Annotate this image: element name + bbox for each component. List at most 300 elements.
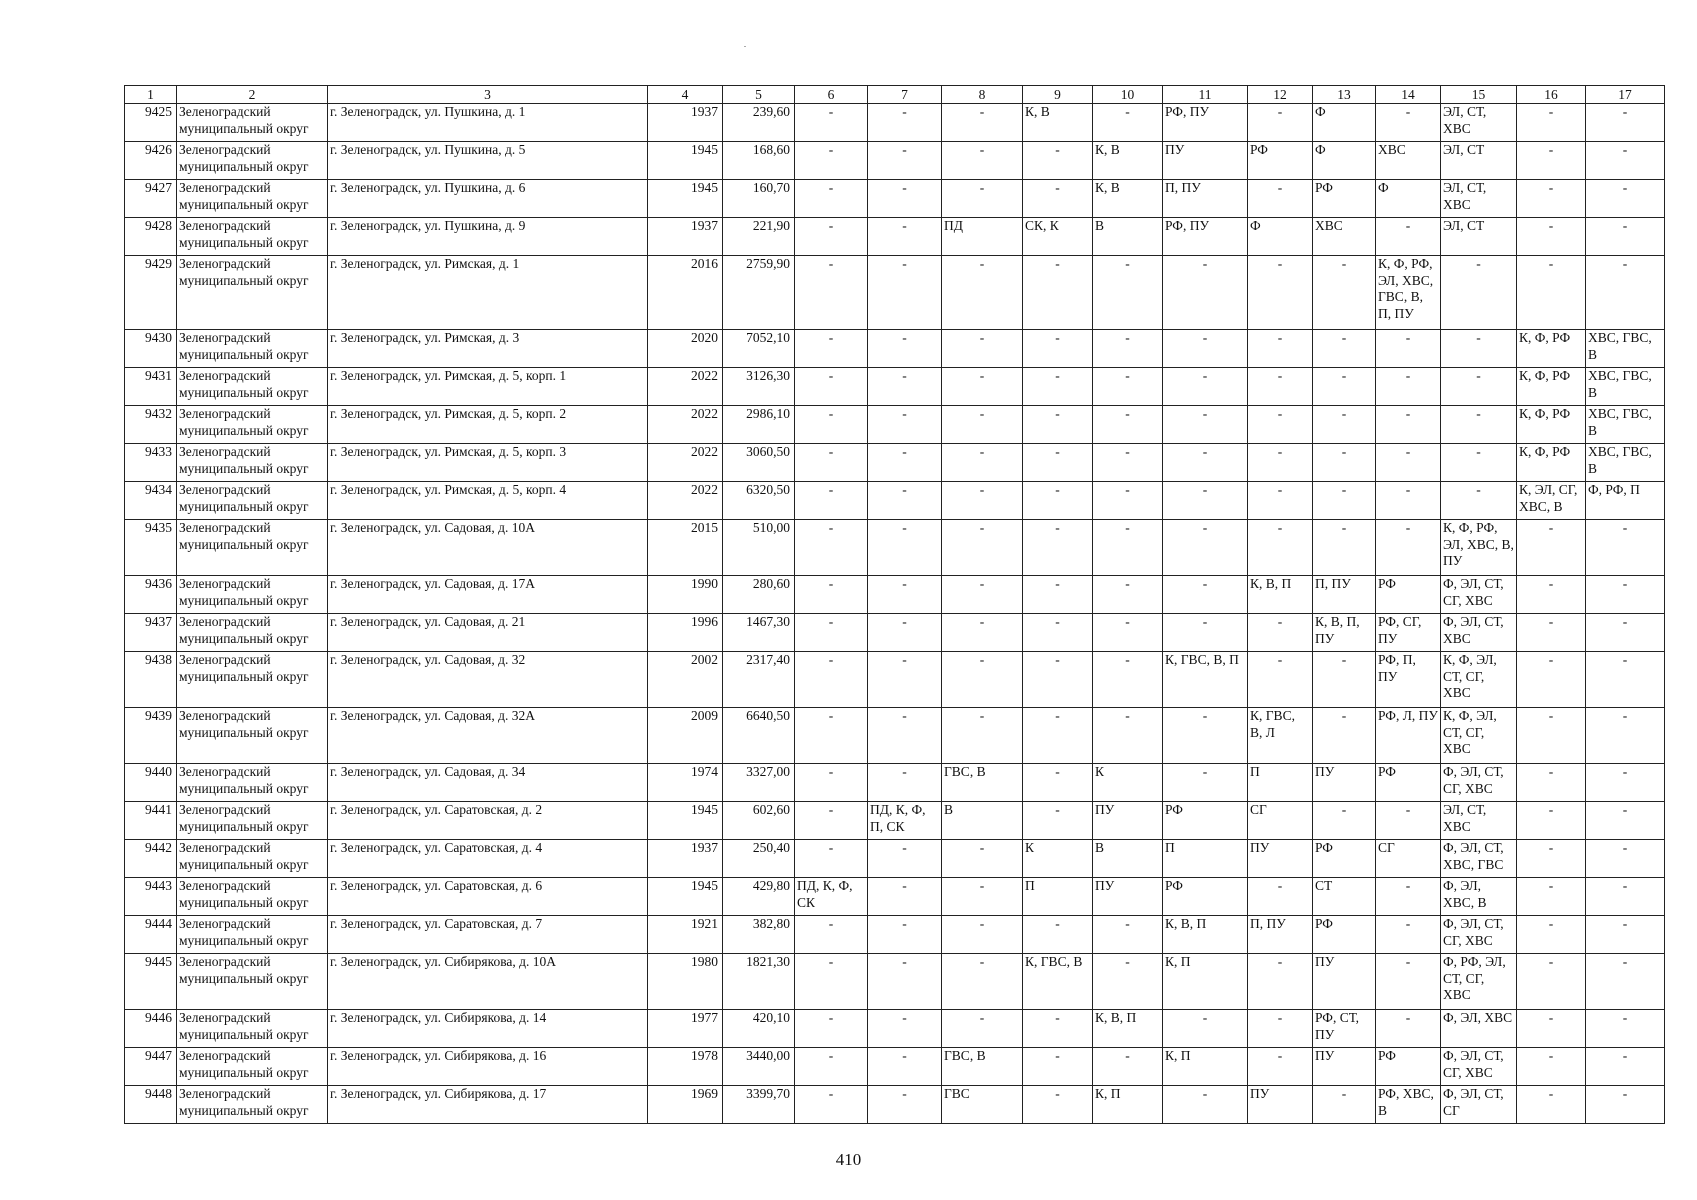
cell-col-17: - (1586, 218, 1665, 256)
cell-col-6: - (795, 764, 868, 802)
cell-col-13: К, В, П, ПУ (1313, 614, 1376, 652)
table-row (125, 482, 1665, 520)
cell-col-16: - (1517, 708, 1586, 764)
cell-col-7: - (868, 1048, 942, 1086)
cell-col-9: - (1023, 406, 1093, 444)
cell-col-6: - (795, 482, 868, 520)
cell-col-7: - (868, 406, 942, 444)
cell-col-13: РФ, СТ, ПУ (1313, 1010, 1376, 1048)
cell-col-13: Ф (1313, 104, 1376, 142)
cell-col-13: - (1313, 482, 1376, 520)
cell-col-9: - (1023, 142, 1093, 180)
cell-col-17: ХВС, ГВС, В (1586, 444, 1665, 482)
cell-col-6: - (795, 802, 868, 840)
cell-col-16: К, Ф, РФ (1517, 330, 1586, 368)
cell-col-12: К, В, П (1248, 576, 1313, 614)
cell-col-12: - (1248, 256, 1313, 330)
cell-col-9: - (1023, 614, 1093, 652)
cell-col-17: - (1586, 180, 1665, 218)
cell-row-id: 9447 (125, 1048, 177, 1086)
scan-artifact (744, 46, 746, 47)
cell-col-15: Ф, ЭЛ, СТ, СГ, ХВС (1441, 764, 1517, 802)
cell-col-9: СК, К (1023, 218, 1093, 256)
cell-col-12: - (1248, 954, 1313, 1010)
cell-year-built: 2022 (648, 482, 723, 520)
cell-col-6: - (795, 104, 868, 142)
cell-municipality: Зеленоградский муниципальный округ (177, 256, 328, 330)
cell-municipality: Зеленоградский муниципальный округ (177, 180, 328, 218)
cell-year-built: 1937 (648, 104, 723, 142)
page-number: 410 (835, 1150, 862, 1169)
cell-col-9: - (1023, 444, 1093, 482)
cell-col-15: Ф, ЭЛ, СТ, ХВС, ГВС (1441, 840, 1517, 878)
cell-address: г. Зеленоградск, ул. Садовая, д. 34 (328, 764, 648, 802)
cell-col-7: - (868, 444, 942, 482)
table-row (125, 218, 1665, 256)
cell-col-10: - (1093, 708, 1163, 764)
cell-col-11: - (1163, 1010, 1248, 1048)
cell-row-id: 9446 (125, 1010, 177, 1048)
cell-col-17: - (1586, 142, 1665, 180)
table-row (125, 916, 1665, 954)
cell-col-12: ПУ (1248, 1086, 1313, 1124)
cell-col-8: - (942, 520, 1023, 576)
cell-col-9: - (1023, 1086, 1093, 1124)
cell-col-14: - (1376, 104, 1441, 142)
cell-municipality: Зеленоградский муниципальный округ (177, 652, 328, 708)
cell-area: 6640,50 (723, 708, 795, 764)
cell-col-17: - (1586, 104, 1665, 142)
cell-col-9: К, ГВС, В (1023, 954, 1093, 1010)
cell-col-14: РФ (1376, 576, 1441, 614)
cell-col-14: ХВС (1376, 142, 1441, 180)
cell-area: 6320,50 (723, 482, 795, 520)
cell-col-9: - (1023, 916, 1093, 954)
cell-municipality: Зеленоградский муниципальный округ (177, 802, 328, 840)
cell-col-10: - (1093, 444, 1163, 482)
cell-col-15: Ф, ЭЛ, СТ, СГ, ХВС (1441, 916, 1517, 954)
cell-municipality: Зеленоградский муниципальный округ (177, 708, 328, 764)
table-row (125, 444, 1665, 482)
cell-col-10: - (1093, 330, 1163, 368)
cell-col-6: - (795, 1086, 868, 1124)
cell-col-14: - (1376, 482, 1441, 520)
column-header: 13 (1313, 86, 1376, 104)
cell-area: 3399,70 (723, 1086, 795, 1124)
cell-col-11: РФ (1163, 802, 1248, 840)
cell-col-14: - (1376, 520, 1441, 576)
cell-col-13: - (1313, 330, 1376, 368)
cell-col-11: ПУ (1163, 142, 1248, 180)
cell-col-16: - (1517, 1086, 1586, 1124)
cell-col-10: - (1093, 256, 1163, 330)
cell-municipality: Зеленоградский муниципальный округ (177, 368, 328, 406)
cell-col-6: - (795, 368, 868, 406)
cell-col-11: К, П (1163, 954, 1248, 1010)
cell-col-6: - (795, 142, 868, 180)
cell-col-7: - (868, 1010, 942, 1048)
cell-col-8: - (942, 708, 1023, 764)
cell-col-11: К, П (1163, 1048, 1248, 1086)
cell-row-id: 9431 (125, 368, 177, 406)
table-row (125, 764, 1665, 802)
cell-col-15: Ф, ЭЛ, СТ, СГ, ХВС (1441, 1048, 1517, 1086)
column-header: 16 (1517, 86, 1586, 104)
cell-col-16: - (1517, 142, 1586, 180)
cell-col-11: РФ, ПУ (1163, 218, 1248, 256)
cell-year-built: 1937 (648, 840, 723, 878)
cell-col-10: К, В (1093, 180, 1163, 218)
cell-col-14: - (1376, 916, 1441, 954)
cell-col-12: - (1248, 614, 1313, 652)
cell-col-7: - (868, 840, 942, 878)
cell-col-6: - (795, 330, 868, 368)
cell-col-8: - (942, 330, 1023, 368)
cell-row-id: 9434 (125, 482, 177, 520)
cell-col-6: - (795, 180, 868, 218)
column-header: 7 (868, 86, 942, 104)
cell-col-11: П, ПУ (1163, 180, 1248, 218)
cell-col-8: - (942, 444, 1023, 482)
cell-row-id: 9441 (125, 802, 177, 840)
cell-col-11: - (1163, 256, 1248, 330)
cell-area: 382,80 (723, 916, 795, 954)
cell-year-built: 1977 (648, 1010, 723, 1048)
column-header: 6 (795, 86, 868, 104)
cell-col-9: - (1023, 1010, 1093, 1048)
table-row (125, 1086, 1665, 1124)
cell-municipality: Зеленоградский муниципальный округ (177, 406, 328, 444)
cell-col-13: ПУ (1313, 764, 1376, 802)
cell-year-built: 1978 (648, 1048, 723, 1086)
cell-col-13: ПУ (1313, 954, 1376, 1010)
cell-area: 420,10 (723, 1010, 795, 1048)
cell-col-8: - (942, 954, 1023, 1010)
cell-col-7: - (868, 142, 942, 180)
cell-col-12: - (1248, 520, 1313, 576)
cell-year-built: 2022 (648, 406, 723, 444)
cell-col-15: К, Ф, РФ, ЭЛ, ХВС, В, ПУ (1441, 520, 1517, 576)
column-header: 3 (328, 86, 648, 104)
cell-col-14: - (1376, 406, 1441, 444)
cell-col-14: РФ, Л, ПУ (1376, 708, 1441, 764)
cell-row-id: 9427 (125, 180, 177, 218)
cell-col-9: - (1023, 1048, 1093, 1086)
cell-address: г. Зеленоградск, ул. Саратовская, д. 2 (328, 802, 648, 840)
cell-municipality: Зеленоградский муниципальный округ (177, 142, 328, 180)
cell-area: 168,60 (723, 142, 795, 180)
cell-col-13: РФ (1313, 916, 1376, 954)
cell-col-17: - (1586, 954, 1665, 1010)
cell-municipality: Зеленоградский муниципальный округ (177, 1010, 328, 1048)
cell-col-12: - (1248, 444, 1313, 482)
cell-col-14: - (1376, 218, 1441, 256)
cell-col-14: - (1376, 368, 1441, 406)
cell-col-17: - (1586, 802, 1665, 840)
cell-municipality: Зеленоградский муниципальный округ (177, 614, 328, 652)
cell-col-7: ПД, К, Ф, П, СК (868, 802, 942, 840)
cell-col-8: - (942, 916, 1023, 954)
cell-col-10: - (1093, 520, 1163, 576)
cell-col-13: РФ (1313, 180, 1376, 218)
cell-col-11: К, ГВС, В, П (1163, 652, 1248, 708)
cell-col-15: - (1441, 368, 1517, 406)
cell-col-12: - (1248, 878, 1313, 916)
cell-col-17: - (1586, 878, 1665, 916)
cell-col-17: ХВС, ГВС, В (1586, 406, 1665, 444)
cell-col-14: РФ, СГ, ПУ (1376, 614, 1441, 652)
cell-year-built: 1945 (648, 802, 723, 840)
cell-row-id: 9430 (125, 330, 177, 368)
cell-col-8: ПД (942, 218, 1023, 256)
cell-col-16: - (1517, 1010, 1586, 1048)
cell-col-14: Ф (1376, 180, 1441, 218)
cell-col-10: - (1093, 954, 1163, 1010)
cell-col-6: - (795, 520, 868, 576)
cell-col-16: К, Ф, РФ (1517, 406, 1586, 444)
cell-col-10: К, В (1093, 142, 1163, 180)
column-header: 5 (723, 86, 795, 104)
table-row (125, 406, 1665, 444)
cell-col-14: К, Ф, РФ, ЭЛ, ХВС, ГВС, В, П, ПУ (1376, 256, 1441, 330)
cell-col-10: К (1093, 764, 1163, 802)
cell-address: г. Зеленоградск, ул. Пушкина, д. 6 (328, 180, 648, 218)
cell-year-built: 1969 (648, 1086, 723, 1124)
cell-col-10: - (1093, 576, 1163, 614)
cell-col-10: К, В, П (1093, 1010, 1163, 1048)
cell-col-8: - (942, 180, 1023, 218)
cell-row-id: 9437 (125, 614, 177, 652)
cell-col-6: - (795, 652, 868, 708)
cell-municipality: Зеленоградский муниципальный округ (177, 104, 328, 142)
cell-col-12: ПУ (1248, 840, 1313, 878)
column-number-header-row (125, 86, 1665, 104)
cell-area: 221,90 (723, 218, 795, 256)
cell-col-16: - (1517, 576, 1586, 614)
cell-col-11: РФ, ПУ (1163, 104, 1248, 142)
cell-col-9: - (1023, 482, 1093, 520)
cell-col-14: - (1376, 330, 1441, 368)
cell-municipality: Зеленоградский муниципальный округ (177, 840, 328, 878)
table-row (125, 142, 1665, 180)
cell-municipality: Зеленоградский муниципальный округ (177, 218, 328, 256)
cell-year-built: 1945 (648, 180, 723, 218)
cell-year-built: 2016 (648, 256, 723, 330)
cell-col-15: Ф, ЭЛ, СТ, СГ (1441, 1086, 1517, 1124)
cell-col-8: - (942, 1010, 1023, 1048)
cell-col-9: - (1023, 652, 1093, 708)
cell-col-16: - (1517, 764, 1586, 802)
cell-address: г. Зеленоградск, ул. Садовая, д. 17А (328, 576, 648, 614)
cell-col-14: - (1376, 954, 1441, 1010)
cell-municipality: Зеленоградский муниципальный округ (177, 954, 328, 1010)
cell-col-17: - (1586, 1048, 1665, 1086)
cell-col-17: - (1586, 256, 1665, 330)
cell-col-10: К, П (1093, 1086, 1163, 1124)
cell-year-built: 2022 (648, 368, 723, 406)
cell-municipality: Зеленоградский муниципальный округ (177, 444, 328, 482)
cell-address: г. Зеленоградск, ул. Сибирякова, д. 17 (328, 1086, 648, 1124)
cell-address: г. Зеленоградск, ул. Садовая, д. 10А (328, 520, 648, 576)
cell-address: г. Зеленоградск, ул. Сибирякова, д. 16 (328, 1048, 648, 1086)
cell-col-15: Ф, РФ, ЭЛ, СТ, СГ, ХВС (1441, 954, 1517, 1010)
cell-col-9: - (1023, 180, 1093, 218)
cell-col-10: - (1093, 614, 1163, 652)
cell-municipality: Зеленоградский муниципальный округ (177, 482, 328, 520)
cell-col-16: - (1517, 520, 1586, 576)
cell-col-15: К, Ф, ЭЛ, СТ, СГ, ХВС (1441, 652, 1517, 708)
cell-col-11: - (1163, 444, 1248, 482)
cell-col-7: - (868, 104, 942, 142)
cell-col-17: - (1586, 576, 1665, 614)
cell-col-17: ХВС, ГВС, В (1586, 368, 1665, 406)
cell-row-id: 9436 (125, 576, 177, 614)
table-row (125, 878, 1665, 916)
cell-col-7: - (868, 764, 942, 802)
cell-col-14: - (1376, 1010, 1441, 1048)
cell-col-11: - (1163, 1086, 1248, 1124)
cell-col-11: - (1163, 708, 1248, 764)
cell-col-13: ХВС (1313, 218, 1376, 256)
cell-col-16: К, ЭЛ, СГ, ХВС, В (1517, 482, 1586, 520)
cell-col-13: РФ (1313, 840, 1376, 878)
cell-col-12: СГ (1248, 802, 1313, 840)
cell-col-12: - (1248, 482, 1313, 520)
cell-col-9: - (1023, 330, 1093, 368)
cell-col-13: ПУ (1313, 1048, 1376, 1086)
cell-col-11: - (1163, 406, 1248, 444)
cell-col-10: - (1093, 916, 1163, 954)
cell-area: 602,60 (723, 802, 795, 840)
cell-row-id: 9433 (125, 444, 177, 482)
cell-col-9: - (1023, 708, 1093, 764)
cell-col-6: - (795, 1048, 868, 1086)
cell-area: 1467,30 (723, 614, 795, 652)
cell-row-id: 9442 (125, 840, 177, 878)
cell-row-id: 9439 (125, 708, 177, 764)
cell-col-15: Ф, ЭЛ, СТ, ХВС (1441, 614, 1517, 652)
table-row (125, 520, 1665, 576)
cell-col-6: - (795, 840, 868, 878)
cell-address: г. Зеленоградск, ул. Садовая, д. 32 (328, 652, 648, 708)
cell-col-6: - (795, 576, 868, 614)
cell-col-10: ПУ (1093, 802, 1163, 840)
cell-row-id: 9443 (125, 878, 177, 916)
table-row (125, 840, 1665, 878)
cell-col-16: К, Ф, РФ (1517, 444, 1586, 482)
cell-col-9: К, В (1023, 104, 1093, 142)
cell-col-11: - (1163, 614, 1248, 652)
cell-col-9: - (1023, 576, 1093, 614)
cell-address: г. Зеленоградск, ул. Садовая, д. 32А (328, 708, 648, 764)
cell-col-16: - (1517, 614, 1586, 652)
cell-municipality: Зеленоградский муниципальный округ (177, 330, 328, 368)
cell-area: 3327,00 (723, 764, 795, 802)
cell-row-id: 9440 (125, 764, 177, 802)
cell-col-16: - (1517, 840, 1586, 878)
cell-col-6: - (795, 954, 868, 1010)
cell-col-8: ГВС, В (942, 764, 1023, 802)
cell-col-16: К, Ф, РФ (1517, 368, 1586, 406)
cell-year-built: 1990 (648, 576, 723, 614)
cell-col-12: - (1248, 104, 1313, 142)
cell-col-9: - (1023, 520, 1093, 576)
cell-year-built: 2022 (648, 444, 723, 482)
cell-municipality: Зеленоградский муниципальный округ (177, 576, 328, 614)
cell-area: 239,60 (723, 104, 795, 142)
cell-col-12: - (1248, 330, 1313, 368)
cell-col-8: - (942, 368, 1023, 406)
cell-col-10: - (1093, 1048, 1163, 1086)
cell-col-12: П, ПУ (1248, 916, 1313, 954)
cell-col-10: - (1093, 368, 1163, 406)
cell-col-17: - (1586, 652, 1665, 708)
cell-col-10: - (1093, 482, 1163, 520)
cell-col-11: - (1163, 482, 1248, 520)
cell-address: г. Зеленоградск, ул. Римская, д. 5, корп. 1 (328, 368, 648, 406)
cell-col-15: ЭЛ, СТ, ХВС (1441, 104, 1517, 142)
cell-col-11: - (1163, 330, 1248, 368)
cell-col-7: - (868, 180, 942, 218)
cell-col-9: - (1023, 256, 1093, 330)
cell-year-built: 2002 (648, 652, 723, 708)
table-row (125, 614, 1665, 652)
cell-col-17: - (1586, 840, 1665, 878)
cell-col-16: - (1517, 652, 1586, 708)
cell-address: г. Зеленоградск, ул. Саратовская, д. 4 (328, 840, 648, 878)
cell-col-6: - (795, 916, 868, 954)
cell-col-7: - (868, 954, 942, 1010)
cell-col-16: - (1517, 954, 1586, 1010)
cell-col-14: - (1376, 878, 1441, 916)
cell-row-id: 9429 (125, 256, 177, 330)
table-row (125, 104, 1665, 142)
cell-col-14: РФ (1376, 1048, 1441, 1086)
cell-col-15: К, Ф, ЭЛ, СТ, СГ, ХВС (1441, 708, 1517, 764)
cell-municipality: Зеленоградский муниципальный округ (177, 764, 328, 802)
cell-col-17: - (1586, 614, 1665, 652)
cell-col-13: - (1313, 520, 1376, 576)
cell-col-8: - (942, 406, 1023, 444)
cell-col-16: - (1517, 180, 1586, 218)
cell-col-15: ЭЛ, СТ, ХВС (1441, 802, 1517, 840)
cell-col-8: В (942, 802, 1023, 840)
cell-col-13: - (1313, 652, 1376, 708)
cell-col-15: - (1441, 256, 1517, 330)
cell-col-13: - (1313, 444, 1376, 482)
cell-address: г. Зеленоградск, ул. Римская, д. 5, корп. 2 (328, 406, 648, 444)
cell-col-12: - (1248, 1048, 1313, 1086)
table-row (125, 576, 1665, 614)
cell-area: 429,80 (723, 878, 795, 916)
cell-col-17: - (1586, 520, 1665, 576)
cell-col-14: РФ (1376, 764, 1441, 802)
cell-row-id: 9435 (125, 520, 177, 576)
cell-col-8: - (942, 482, 1023, 520)
cell-year-built: 1996 (648, 614, 723, 652)
cell-year-built: 1974 (648, 764, 723, 802)
cell-col-8: ГВС, В (942, 1048, 1023, 1086)
cell-col-7: - (868, 1086, 942, 1124)
cell-col-12: - (1248, 406, 1313, 444)
cell-address: г. Зеленоградск, ул. Римская, д. 5, корп. 3 (328, 444, 648, 482)
cell-col-7: - (868, 218, 942, 256)
cell-municipality: Зеленоградский муниципальный округ (177, 1086, 328, 1124)
cell-year-built: 2020 (648, 330, 723, 368)
cell-col-12: РФ (1248, 142, 1313, 180)
cell-col-10: - (1093, 104, 1163, 142)
cell-col-12: - (1248, 1010, 1313, 1048)
